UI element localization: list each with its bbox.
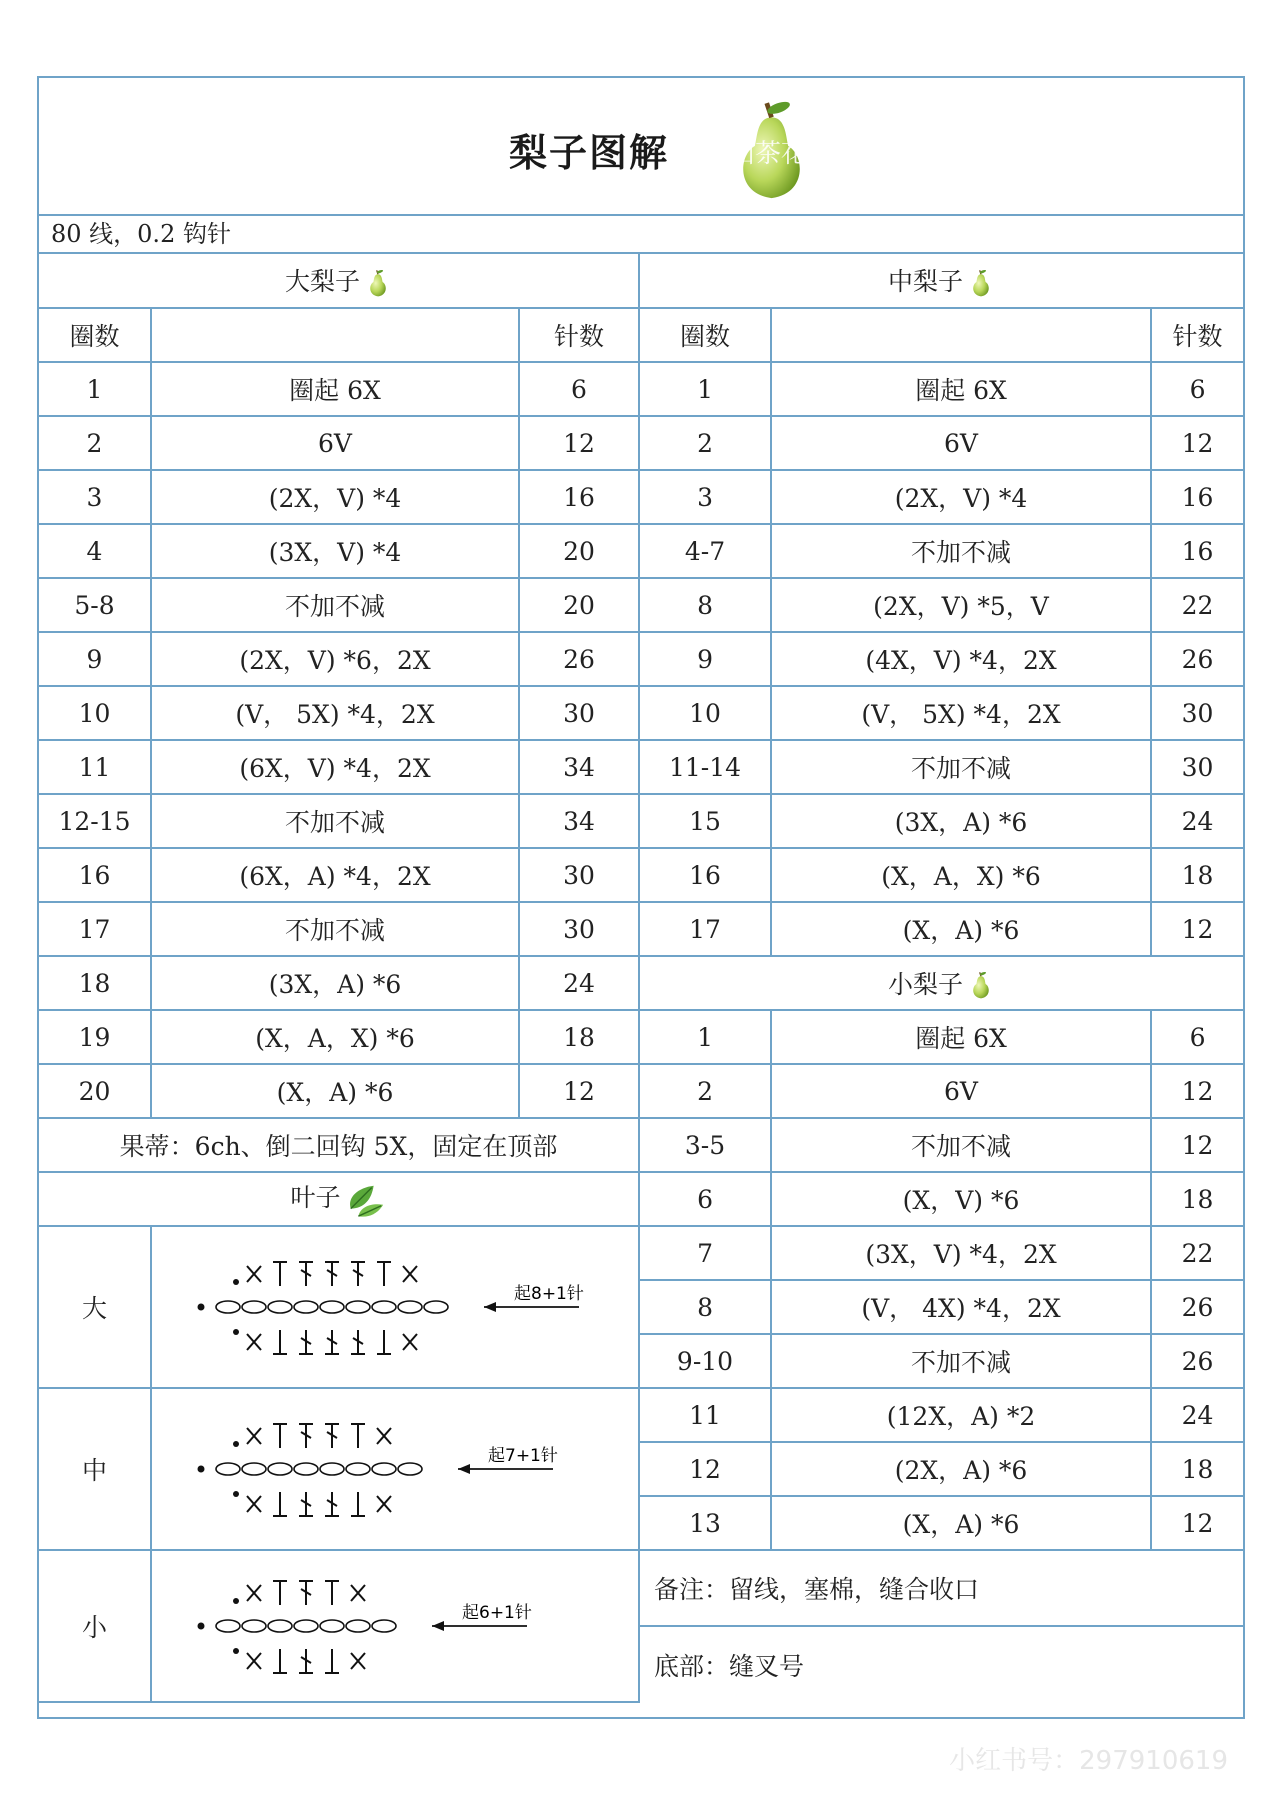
stitch-symbol: [299, 1649, 313, 1673]
medium-count-cell: 30: [1151, 686, 1243, 740]
small-round-cell: 3-5: [639, 1118, 771, 1172]
small-round-cell: 2: [639, 1064, 771, 1118]
large-round-cell: 16: [39, 848, 151, 902]
small-pattern-cell: (X，V) *6: [771, 1172, 1151, 1226]
medium-pear-title-label: 中梨子: [888, 267, 964, 297]
medium-pattern-cell: (X，A，X) *6: [771, 848, 1151, 902]
large-count-cell: 12: [519, 416, 639, 470]
stitch-symbol: [325, 1330, 339, 1354]
medium-pattern-cell: 不加不减: [771, 740, 1151, 794]
stitch-symbol: [403, 1334, 417, 1350]
large-count-cell: 34: [519, 794, 639, 848]
medium-count-cell: 6: [1151, 362, 1243, 416]
small-round-cell: 11: [639, 1388, 771, 1442]
large-pattern-cell: 不加不减: [151, 578, 519, 632]
medium-pattern-cell: (4X，V) *4，2X: [771, 632, 1151, 686]
stitch-symbol: [351, 1424, 365, 1448]
table-row: [39, 362, 1243, 416]
table-row: [39, 902, 1243, 956]
medium-pattern-cell: (3X，A) *6: [771, 794, 1151, 848]
chain-stitch: [242, 1463, 266, 1475]
chain-stitch: [294, 1463, 318, 1475]
large-round-cell: 17: [39, 902, 151, 956]
chain-stitch: [372, 1301, 396, 1313]
title-watermark: 山茶花: [729, 139, 808, 169]
stitch-symbol: [273, 1581, 287, 1605]
small-round-cell: 6: [639, 1172, 771, 1226]
stitch-symbol: [325, 1262, 339, 1286]
yarn-info: 80 线，0.2 钩针: [39, 216, 1243, 254]
chain-stitch: [372, 1463, 396, 1475]
large-pattern-cell: (3X，V) *4: [151, 524, 519, 578]
large-round-cell: 10: [39, 686, 151, 740]
chain-stitch: [372, 1620, 396, 1632]
large-count-cell: 26: [519, 632, 639, 686]
medium-pattern-cell: 圈起 6X: [771, 362, 1151, 416]
small-round-cell: 1: [639, 1010, 771, 1064]
leaf-start-label: 起6+1针: [462, 1603, 532, 1623]
stitch-symbol: [299, 1262, 313, 1286]
large-pattern-cell: (2X，V) *6，2X: [151, 632, 519, 686]
medium-round-cell: 9: [639, 632, 771, 686]
large-count-cell: 12: [519, 1064, 639, 1118]
large-pattern-cell: (2X，V) *4: [151, 470, 519, 524]
large-pattern-cell: (3X，A) *6: [151, 956, 519, 1010]
large-pattern-cell: (6X，A) *4，2X: [151, 848, 519, 902]
large-round-cell: 11: [39, 740, 151, 794]
stem-note: 果蒂：6ch、倒二回钩 5X，固定在顶部: [39, 1118, 639, 1172]
large-pattern-cell: 不加不减: [151, 902, 519, 956]
table-row: [39, 794, 1243, 848]
table-row: [39, 578, 1243, 632]
table-row: [39, 740, 1243, 794]
small-pattern-cell: 6V: [771, 1064, 1151, 1118]
bottom-watermark: 小红书号：297910619: [949, 1746, 1228, 1776]
large-round-cell: 3: [39, 470, 151, 524]
large-round-cell: 9: [39, 632, 151, 686]
stitch-symbol: [247, 1428, 261, 1444]
leaves-icon: [345, 1180, 387, 1220]
small-pear-title: [639, 956, 1243, 1010]
stitch-symbol: [273, 1424, 287, 1448]
small-count-cell: 22: [1151, 1226, 1243, 1280]
leaf-stitch-diagram: [185, 1232, 605, 1382]
large-round-cell: 19: [39, 1010, 151, 1064]
small-pattern-cell: 不加不减: [771, 1118, 1151, 1172]
chain-stitch: [268, 1301, 292, 1313]
large-round-cell: 12-15: [39, 794, 151, 848]
large-count-cell: 20: [519, 524, 639, 578]
large-round-cell: 2: [39, 416, 151, 470]
stitch-symbol: [247, 1585, 261, 1601]
stitch-symbol: [325, 1581, 339, 1605]
chain-stitch: [346, 1463, 370, 1475]
chain-stitch: [242, 1620, 266, 1632]
stitch-symbol: [247, 1653, 261, 1669]
large-count-cell: 30: [519, 848, 639, 902]
chain-stitch: [216, 1463, 240, 1475]
remark-note: 备注：留线，塞棉，缝合收口: [639, 1550, 1243, 1626]
table-row: [39, 848, 1243, 902]
small-count-cell: 12: [1151, 1118, 1243, 1172]
chain-stitch: [216, 1301, 240, 1313]
small-pattern-cell: 不加不减: [771, 1334, 1151, 1388]
medium-round-cell: 17: [639, 902, 771, 956]
medium-round-cell: 16: [639, 848, 771, 902]
stitch-symbol: [377, 1330, 391, 1354]
slip-stitch-dot: [198, 1623, 205, 1630]
small-round-cell: 7: [639, 1226, 771, 1280]
leaf-size-label: 大: [39, 1226, 151, 1388]
medium-round-cell: 8: [639, 578, 771, 632]
large-pattern-cell: (X，A) *6: [151, 1064, 519, 1118]
pear-icon: [364, 269, 392, 299]
large-count-cell: 30: [519, 902, 639, 956]
stitch-symbol: [377, 1262, 391, 1286]
medium-pattern-cell: (2X，V) *4: [771, 470, 1151, 524]
large-count-cell: 16: [519, 470, 639, 524]
table-row: [39, 686, 1243, 740]
large-round-cell: 5-8: [39, 578, 151, 632]
leaf-stitch-diagram: [185, 1394, 605, 1544]
medium-round-cell: 1: [639, 362, 771, 416]
medium-round-cell: 10: [639, 686, 771, 740]
large-count-cell: 30: [519, 686, 639, 740]
pear-icon: [967, 269, 995, 299]
stitch-symbol: [325, 1649, 339, 1673]
large-pattern-cell: (X，A，X) *6: [151, 1010, 519, 1064]
pear-icon: [967, 971, 995, 1001]
large-count-cell: 20: [519, 578, 639, 632]
small-count-cell: 26: [1151, 1280, 1243, 1334]
stitch-symbol: [299, 1492, 313, 1516]
header-pattern: [151, 308, 519, 362]
chain-stitch: [320, 1301, 344, 1313]
large-pattern-cell: (V， 5X) *4，2X: [151, 686, 519, 740]
chain-stitch: [242, 1301, 266, 1313]
small-count-cell: 26: [1151, 1334, 1243, 1388]
small-pattern-cell: (X，A) *6: [771, 1496, 1151, 1550]
chain-stitch: [320, 1620, 344, 1632]
slip-stitch-dot: [233, 1598, 239, 1604]
medium-count-cell: 12: [1151, 902, 1243, 956]
table-row: [39, 632, 1243, 686]
small-pattern-cell: (12X，A) *2: [771, 1388, 1151, 1442]
medium-count-cell: 12: [1151, 416, 1243, 470]
small-pattern-cell: (3X，V) *4，2X: [771, 1226, 1151, 1280]
large-pattern-cell: 圈起 6X: [151, 362, 519, 416]
stitch-symbol: [351, 1492, 365, 1516]
stitch-symbol: [273, 1262, 287, 1286]
stitch-symbol: [247, 1266, 261, 1282]
table-row: [39, 416, 1243, 470]
stitch-symbol: [325, 1492, 339, 1516]
large-count-cell: 24: [519, 956, 639, 1010]
chain-stitch: [294, 1620, 318, 1632]
medium-count-cell: 16: [1151, 470, 1243, 524]
large-pear-title: [39, 254, 639, 308]
leaf-diagram-cell: [151, 1550, 639, 1702]
stitch-symbol: [273, 1330, 287, 1354]
slip-stitch-dot: [233, 1648, 239, 1654]
small-count-cell: 12: [1151, 1064, 1243, 1118]
chain-stitch: [398, 1301, 422, 1313]
small-pattern-cell: (V， 4X) *4，2X: [771, 1280, 1151, 1334]
header-round: 圈数: [639, 308, 771, 362]
stitch-symbol: [273, 1492, 287, 1516]
medium-pattern-cell: (2X，V) *5，V: [771, 578, 1151, 632]
chain-stitch: [424, 1301, 448, 1313]
stitch-symbol: [403, 1266, 417, 1282]
leaf-stitch-diagram: [185, 1551, 605, 1701]
leaves-title: [39, 1172, 639, 1226]
chain-stitch: [268, 1463, 292, 1475]
stitch-symbol: [247, 1496, 261, 1512]
medium-count-cell: 26: [1151, 632, 1243, 686]
small-count-cell: 18: [1151, 1442, 1243, 1496]
header-stitches: 针数: [1151, 308, 1243, 362]
page-title: 梨子图解: [509, 130, 670, 175]
stitch-symbol: [299, 1424, 313, 1448]
slip-stitch-dot: [233, 1491, 239, 1497]
stitch-symbol: [325, 1424, 339, 1448]
small-count-cell: 6: [1151, 1010, 1243, 1064]
medium-count-cell: 30: [1151, 740, 1243, 794]
large-round-cell: 18: [39, 956, 151, 1010]
small-round-cell: 9-10: [639, 1334, 771, 1388]
leaf-start-label: 起8+1针: [514, 1284, 584, 1304]
medium-pattern-cell: 不加不减: [771, 524, 1151, 578]
medium-round-cell: 2: [639, 416, 771, 470]
stitch-symbol: [299, 1330, 313, 1354]
medium-round-cell: 3: [639, 470, 771, 524]
header-round: 圈数: [39, 308, 151, 362]
medium-count-cell: 22: [1151, 578, 1243, 632]
small-pattern-cell: 圈起 6X: [771, 1010, 1151, 1064]
medium-pattern-cell: 6V: [771, 416, 1151, 470]
bottom-note: 底部：缝叉号: [639, 1626, 1243, 1702]
leaves-title-label: 叶子: [290, 1183, 341, 1213]
stitch-symbol: [351, 1653, 365, 1669]
large-round-cell: 4: [39, 524, 151, 578]
large-pear-title-label: 大梨子: [285, 267, 361, 297]
medium-count-cell: 18: [1151, 848, 1243, 902]
medium-pear-title: [639, 254, 1243, 308]
large-round-cell: 1: [39, 362, 151, 416]
leaf-start-label: 起7+1针: [488, 1446, 558, 1466]
small-round-cell: 8: [639, 1280, 771, 1334]
small-pattern-cell: (2X，A) *6: [771, 1442, 1151, 1496]
table-row: [39, 470, 1243, 524]
medium-pattern-cell: (V， 5X) *4，2X: [771, 686, 1151, 740]
large-count-cell: 6: [519, 362, 639, 416]
chain-stitch: [294, 1301, 318, 1313]
slip-stitch-dot: [233, 1279, 239, 1285]
leaf-diagram-cell: [151, 1388, 639, 1550]
chain-stitch: [398, 1463, 422, 1475]
large-round-cell: 20: [39, 1064, 151, 1118]
medium-round-cell: 11-14: [639, 740, 771, 794]
leaf-size-label: 小: [39, 1550, 151, 1702]
stitch-symbol: [273, 1649, 287, 1673]
header-pattern: [771, 308, 1151, 362]
leaf-size-label: 中: [39, 1388, 151, 1550]
large-pattern-cell: (6X，V) *4，2X: [151, 740, 519, 794]
stitch-symbol: [377, 1428, 391, 1444]
header-stitches: 针数: [519, 308, 639, 362]
stitch-symbol: [351, 1585, 365, 1601]
slip-stitch-dot: [198, 1466, 205, 1473]
stitch-symbol: [247, 1334, 261, 1350]
small-round-cell: 12: [639, 1442, 771, 1496]
small-count-cell: 12: [1151, 1496, 1243, 1550]
small-count-cell: 24: [1151, 1388, 1243, 1442]
small-count-cell: 18: [1151, 1172, 1243, 1226]
small-round-cell: 13: [639, 1496, 771, 1550]
medium-count-cell: 24: [1151, 794, 1243, 848]
slip-stitch-dot: [233, 1441, 239, 1447]
large-pattern-cell: 6V: [151, 416, 519, 470]
stitch-symbol: [351, 1262, 365, 1286]
medium-pattern-cell: (X，A) *6: [771, 902, 1151, 956]
pattern-table: [39, 254, 1243, 1703]
medium-round-cell: 4-7: [639, 524, 771, 578]
chain-stitch: [346, 1301, 370, 1313]
chain-stitch: [268, 1620, 292, 1632]
medium-round-cell: 15: [639, 794, 771, 848]
medium-count-cell: 16: [1151, 524, 1243, 578]
stitch-symbol: [351, 1330, 365, 1354]
slip-stitch-dot: [198, 1304, 205, 1311]
stitch-symbol: [377, 1496, 391, 1512]
pattern-sheet: [37, 76, 1245, 1719]
large-count-cell: 18: [519, 1010, 639, 1064]
title-area: [39, 78, 1243, 216]
small-pear-title-label: 小梨子: [888, 969, 964, 999]
stitch-symbol: [299, 1581, 313, 1605]
chain-stitch: [320, 1463, 344, 1475]
table-row: [39, 524, 1243, 578]
leaf-diagram-cell: [151, 1226, 639, 1388]
large-pattern-cell: 不加不减: [151, 794, 519, 848]
slip-stitch-dot: [233, 1329, 239, 1335]
chain-stitch: [346, 1620, 370, 1632]
large-count-cell: 34: [519, 740, 639, 794]
chain-stitch: [216, 1620, 240, 1632]
